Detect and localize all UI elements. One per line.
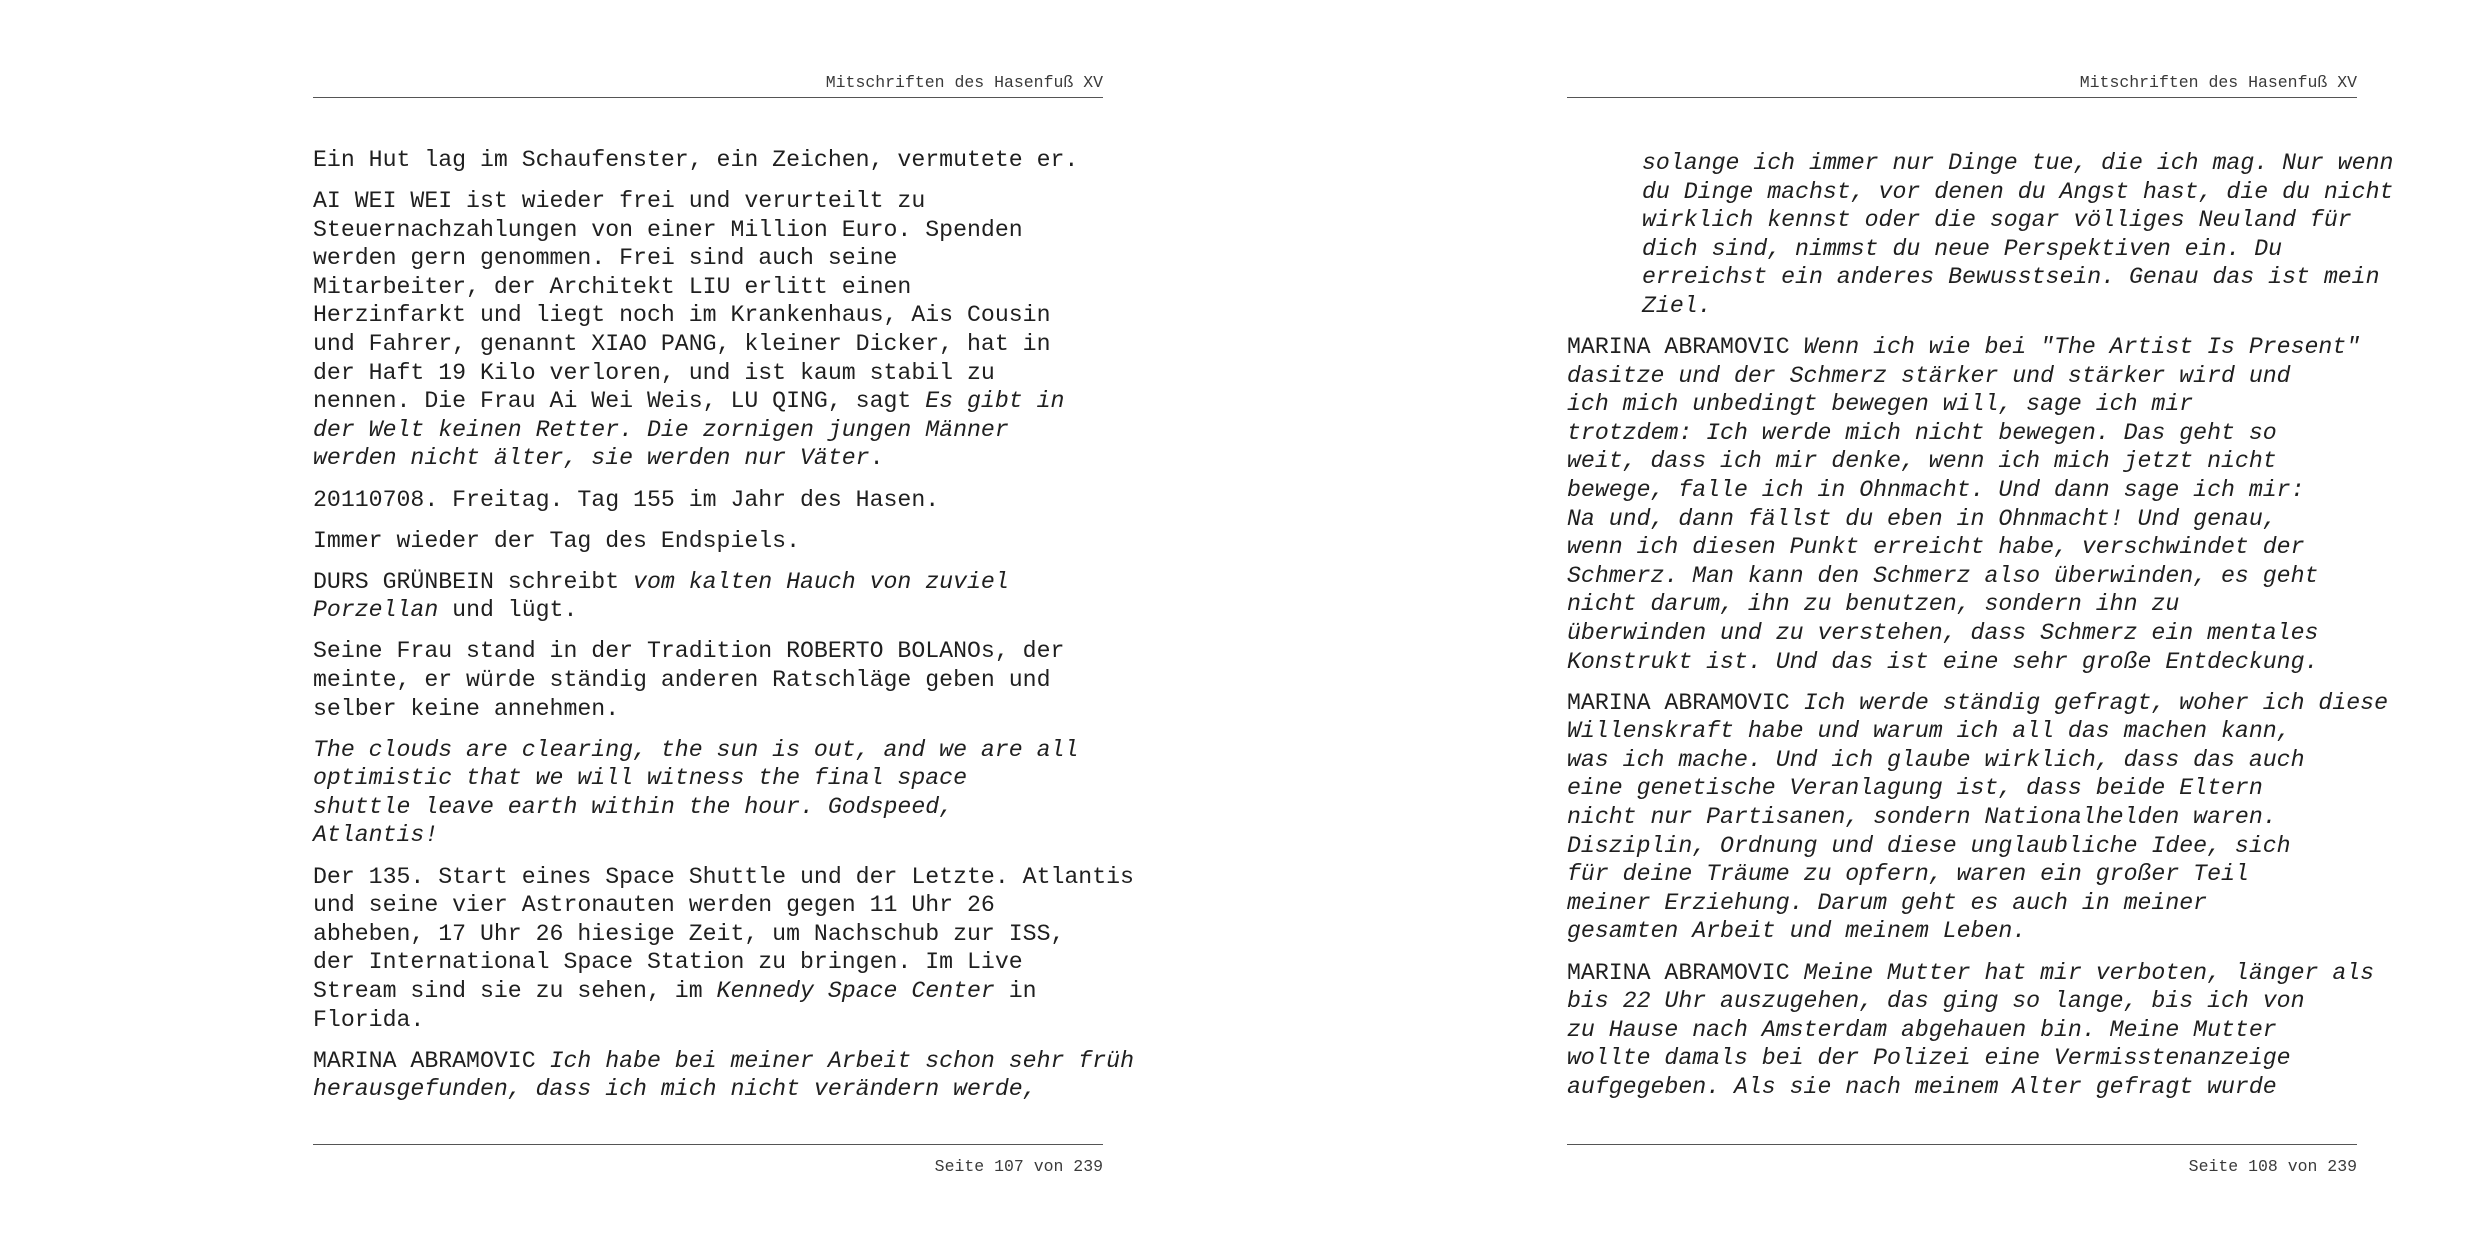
italic-text: The clouds are clearing, the sun is out, and we are all <box>313 736 1079 763</box>
text-line <box>313 301 1103 330</box>
italic-text: trotzdem: Ich werde mich nicht bewegen. Das geht so <box>1567 419 2277 446</box>
text-run: abheben, 17 Uhr 26 hiesige Zeit, um Nachschub zur ISS, <box>313 920 1065 947</box>
paragraph <box>313 527 1103 556</box>
italic-text: bewege, falle ich in Ohnmacht. Und dann sage ich mir: <box>1567 477 2305 504</box>
text-line <box>1567 1016 2357 1045</box>
text-line <box>1567 860 2357 889</box>
text-line <box>1567 419 2357 448</box>
text-line <box>1642 263 2380 292</box>
paragraph <box>313 736 1103 850</box>
italic-text: herausgefunden, dass ich mich nicht verändern werde, <box>313 1076 1037 1103</box>
text-line <box>313 920 1103 949</box>
text-line <box>1567 774 2357 803</box>
text-run: . <box>869 445 884 472</box>
text-line <box>1567 648 2357 677</box>
text-line <box>313 863 1134 892</box>
text-run: 20110708. Freitag. Tag 155 im Jahr des Hasen. <box>313 486 940 513</box>
text-line <box>313 1006 1103 1035</box>
text-run: MARINA ABRAMOVIC <box>1567 334 1804 361</box>
italic-text: gesamten Arbeit und meinem Leben. <box>1567 918 2027 945</box>
text-line <box>313 793 1103 822</box>
text-line <box>1567 803 2357 832</box>
text-run: und Fahrer, genannt XIAO PANG, kleiner Dicker, hat in <box>313 331 1051 358</box>
italic-text: Konstrukt ist. Und das ist eine sehr große Entdeckung. <box>1567 648 2319 675</box>
text-run: Mitarbeiter, der Architekt LIU erlitt einen <box>313 273 912 300</box>
header-rule <box>313 97 1103 98</box>
page-number: Seite 107 von 239 <box>934 1157 1103 1176</box>
text-run: MARINA ABRAMOVIC <box>1567 959 1804 986</box>
text-line <box>313 359 1103 388</box>
text-run: und lügt. <box>438 597 578 624</box>
page-body <box>313 146 1134 1116</box>
text-line <box>313 146 1103 175</box>
italic-text: nicht nur Partisanen, sondern Nationalhelden waren. <box>1567 804 2277 831</box>
italic-text: shuttle leave earth within the hour. Godspeed, <box>313 793 954 820</box>
running-header: Mitschriften des Hasenfuß XV <box>825 73 1103 92</box>
text-line <box>1567 1044 2357 1073</box>
text-line <box>1567 889 2357 918</box>
page-number: Seite 108 von 239 <box>2188 1157 2357 1176</box>
paragraph <box>313 187 1103 473</box>
text-line <box>313 1047 1134 1076</box>
text-line <box>1642 149 2394 178</box>
text-line <box>313 486 1103 515</box>
text-run: Der 135. Start eines Space Shuttle und der Letzte. Atlantis <box>313 863 1134 890</box>
text-run: Immer wieder der Tag des Endspiels. <box>313 527 801 554</box>
text-line <box>313 444 1103 473</box>
text-line <box>1567 689 2388 718</box>
italic-text: was ich mache. Und ich glaube wirklich, dass das auch <box>1567 746 2305 773</box>
text-line <box>313 216 1103 245</box>
italic-text: aufgegeben. Als sie nach meinem Alter gefragt wurde <box>1567 1073 2277 1100</box>
paragraph <box>313 637 1103 723</box>
paragraph <box>1567 149 2394 321</box>
italic-text: Wenn ich wie bei "The Artist Is Present" <box>1803 334 2361 361</box>
text-line <box>313 666 1103 695</box>
italic-text: Kennedy Space Center <box>716 977 995 1004</box>
text-line <box>1567 533 2357 562</box>
paragraph <box>313 863 1134 1035</box>
text-run: der Haft 19 Kilo verloren, und ist kaum stabil zu <box>313 359 995 386</box>
text-line <box>313 527 1103 556</box>
text-run: DURS GRÜNBEIN schreibt <box>313 568 634 595</box>
text-run: Herzinfarkt und liegt noch im Krankenhaus, Ais Cousin <box>313 302 1051 329</box>
text-line <box>1567 1073 2357 1102</box>
paragraph <box>313 146 1103 175</box>
text-line <box>1567 590 2357 619</box>
text-run: meinte, er würde ständig anderen Ratschläge geben und <box>313 667 1051 693</box>
text-line <box>1567 333 2361 362</box>
italic-text: Willenskraft habe und warum ich all das machen kann, <box>1567 718 2291 745</box>
text-line <box>1567 619 2357 648</box>
italic-text: der Welt keinen Retter. Die zornigen jungen Männer <box>313 416 1009 443</box>
page-left <box>313 0 1134 1240</box>
header-rule <box>1567 97 2357 98</box>
italic-text: erreichst ein anderes Bewusstsein. Genau das ist mein <box>1642 264 2380 291</box>
text-line <box>313 736 1103 765</box>
text-line <box>313 187 1103 216</box>
italic-text: meiner Erziehung. Darum geht es auch in meiner <box>1567 889 2208 916</box>
italic-text: wollte damals bei der Polizei eine Vermisstenanzeige <box>1567 1045 2291 1072</box>
text-line <box>1567 746 2357 775</box>
italic-text: Na und, dann fällst du eben in Ohnmacht! Und genau, <box>1567 505 2277 532</box>
text-line <box>313 596 1103 625</box>
italic-text: Schmerz. Man kann den Schmerz also überwinden, es geht <box>1567 562 2319 589</box>
text-line <box>1567 917 2357 946</box>
italic-text: werden nicht älter, sie werden nur Väter <box>313 445 870 472</box>
paragraph <box>313 1047 1134 1104</box>
page-body <box>1567 149 2394 1114</box>
text-line <box>1567 505 2357 534</box>
text-line <box>1567 390 2357 419</box>
italic-text: eine genetische Veranlagung ist, dass beide Eltern <box>1567 775 2263 802</box>
text-line <box>1567 987 2357 1016</box>
italic-text: zu Hause nach Amsterdam abgehauen bin. Meine Mutter <box>1567 1016 2277 1043</box>
italic-text: Atlantis! <box>313 822 439 849</box>
text-line <box>1567 562 2357 591</box>
page-right <box>1567 0 2394 1240</box>
text-line <box>313 387 1103 416</box>
italic-text: nicht darum, ihn zu benutzen, sondern ihn zu <box>1567 591 2180 618</box>
text-line <box>1567 959 2375 988</box>
text-run: Florida. <box>313 1006 425 1033</box>
italic-text: Ich werde ständig gefragt, woher ich diese <box>1803 689 2388 716</box>
italic-text: dasitze und der Schmerz stärker und stärker wird und <box>1567 362 2291 389</box>
text-run: AI WEI WEI ist wieder frei und verurteilt zu <box>313 188 926 215</box>
italic-text: weit, dass ich mir denke, wenn ich mich jetzt nicht <box>1567 448 2277 475</box>
italic-text: du Dinge machst, vor denen du Angst hast, die du nicht <box>1642 178 2394 205</box>
text-run: Stream sind sie zu sehen, im <box>313 977 717 1004</box>
text-line <box>313 977 1103 1006</box>
italic-text: bis 22 Uhr auszugehen, das ging so lange, bis ich von <box>1567 988 2305 1015</box>
italic-text: wenn ich diesen Punkt erreicht habe, verschwindet der <box>1567 534 2305 561</box>
text-run: Ein Hut lag im Schaufenster, ein Zeichen, vermutete er. <box>313 147 1079 173</box>
running-header: Mitschriften des Hasenfuß XV <box>2079 73 2357 92</box>
italic-text: Porzellan <box>313 597 439 624</box>
italic-text: überwinden und zu verstehen, dass Schmerz ein mentales <box>1567 620 2319 646</box>
text-line <box>313 764 1103 793</box>
paragraph <box>313 486 1103 515</box>
text-line <box>313 416 1103 445</box>
italic-text: wirklich kennst oder die sogar völliges Neuland für <box>1642 207 2352 234</box>
text-line <box>1567 832 2357 861</box>
text-line <box>1567 362 2357 391</box>
text-run: nennen. Die Frau Ai Wei Weis, LU QING, sagt <box>313 388 926 415</box>
italic-text: für deine Träume zu opfern, waren ein großer Teil <box>1567 861 2249 888</box>
paragraph <box>313 568 1103 625</box>
text-line <box>313 695 1103 724</box>
text-line <box>1567 447 2357 476</box>
italic-text: ich mich unbedingt bewegen will, sage ich mir <box>1567 391 2194 418</box>
text-line <box>313 948 1103 977</box>
italic-text: solange ich immer nur Dinge tue, die ich mag. Nur wenn <box>1642 150 2394 176</box>
text-line <box>1567 717 2357 746</box>
italic-text: Disziplin, Ordnung und diese unglaubliche Idee, sich <box>1567 832 2291 859</box>
text-line <box>313 1075 1103 1104</box>
text-line <box>1642 178 2394 207</box>
text-line <box>1642 292 2357 321</box>
text-line <box>313 821 1103 850</box>
footer-rule <box>313 1144 1103 1145</box>
text-line <box>313 568 1103 597</box>
text-line <box>1642 235 2357 264</box>
italic-text: dich sind, nimmst du neue Perspektiven ein. Du <box>1642 235 2283 262</box>
text-run: werden gern genommen. Frei sind auch seine <box>313 245 898 272</box>
italic-text: vom kalten Hauch von zuviel <box>633 568 1009 595</box>
text-line <box>313 273 1103 302</box>
text-run: in <box>994 977 1037 1004</box>
italic-text: Ziel. <box>1642 292 1712 319</box>
text-run: MARINA ABRAMOVIC <box>1567 689 1804 716</box>
paragraph <box>1567 689 2388 946</box>
italic-text: Es gibt in <box>925 388 1065 415</box>
text-line <box>313 637 1103 666</box>
text-line <box>1567 476 2357 505</box>
text-run: selber keine annehmen. <box>313 695 620 722</box>
text-line <box>313 330 1103 359</box>
text-run: Seine Frau stand in der Tradition ROBERTO BOLANOs, der <box>313 638 1065 665</box>
text-run: Steuernachzahlungen von einer Million Euro. Spenden <box>313 216 1023 243</box>
text-line <box>1642 206 2357 235</box>
text-run: der International Space Station zu bringen. Im Live <box>313 949 1023 976</box>
text-run: MARINA ABRAMOVIC <box>313 1047 550 1074</box>
paragraph <box>1567 333 2361 676</box>
footer-rule <box>1567 1144 2357 1145</box>
italic-text: Meine Mutter hat mir verboten, länger als <box>1803 959 2375 986</box>
italic-text: Ich habe bei meiner Arbeit schon sehr früh <box>549 1047 1134 1074</box>
italic-text: optimistic that we will witness the final space <box>313 765 967 792</box>
text-line <box>313 891 1103 920</box>
text-run: und seine vier Astronauten werden gegen 11 Uhr 26 <box>313 892 995 919</box>
paragraph <box>1567 959 2375 1102</box>
text-line <box>313 244 1103 273</box>
